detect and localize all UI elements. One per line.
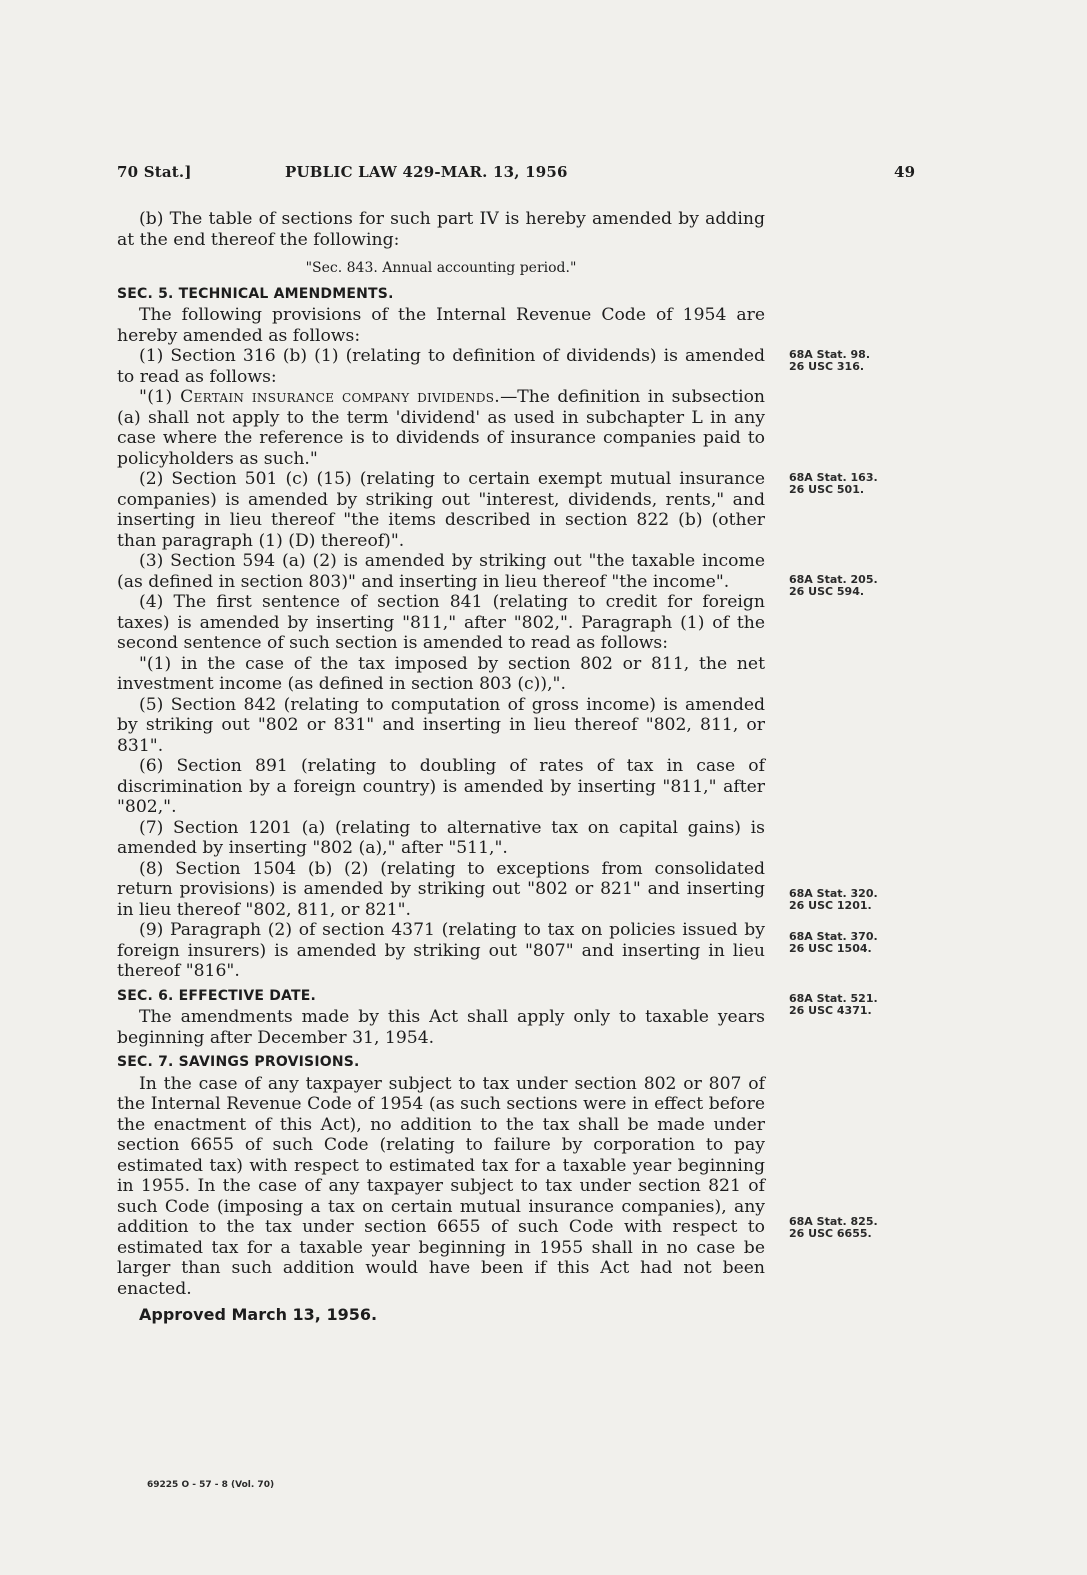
margin-citation bbox=[789, 931, 929, 955]
margin-citation bbox=[789, 349, 929, 373]
item-3: (3) Section 594 (a) (2) is amended by striking out "the taxable income (as defined in section 803)" and inserting in lieu thereof "the income". bbox=[117, 551, 765, 592]
usc-citation: 26 USC 1201. bbox=[789, 899, 872, 912]
margin-citation bbox=[789, 1216, 929, 1240]
usc-citation: 26 USC 4371. bbox=[789, 1004, 872, 1017]
margin-citation bbox=[789, 888, 929, 912]
usc-citation: 26 USC 316. bbox=[789, 360, 865, 373]
stat-citation: 68A Stat. 320. bbox=[789, 887, 878, 900]
item-1-quote-text: —The definition in subsection (a) shall not apply to the term 'dividend' as used in subchapter L in any case where the reference is to dividends of insurance companies paid to policyholders as such." bbox=[117, 387, 765, 469]
volume-citation: 70 Stat.] bbox=[117, 163, 192, 181]
item-4-quote: "(1) in the case of the tax imposed by section 802 or 811, the net investment income (as defined in section 803 (c)),". bbox=[117, 653, 765, 694]
item-2: (2) Section 501 (c) (15) (relating to certain exempt mutual insurance companies) is amended by striking out "interest, dividends, rents," and inserting in lieu thereof "the items described in section 822 (b) (other than paragraph (1) (D) thereof)". bbox=[117, 469, 765, 551]
usc-citation: 26 USC 501. bbox=[789, 483, 865, 496]
section-7-heading: SEC. 7. SAVINGS PROVISIONS. bbox=[117, 1054, 360, 1070]
item-6: (6) Section 891 (relating to doubling of rates of tax in case of discrimination by a foreign country) is amended by inserting "811," after "802,". bbox=[117, 756, 765, 817]
stat-citation: 68A Stat. 98. bbox=[789, 348, 871, 361]
item-4: (4) The first sentence of section 841 (relating to credit for foreign taxes) is amended by inserting "811," after "802,". Paragraph (1) of the second sentence of such section is amended to read as follows: bbox=[117, 592, 765, 653]
usc-citation: 26 USC 1504. bbox=[789, 942, 872, 955]
section-5-heading: SEC. 5. TECHNICAL AMENDMENTS. bbox=[117, 285, 394, 302]
usc-citation: 26 USC 6655. bbox=[789, 1227, 872, 1240]
section-5-intro: The following provisions of the Internal Revenue Code of 1954 are hereby amended as follows: bbox=[117, 305, 765, 346]
stat-citation: 68A Stat. 521. bbox=[789, 992, 878, 1005]
item-9: (9) Paragraph (2) of section 4371 (relating to tax on policies issued by foreign insurers) is amended by striking out "807" and inserting in lieu thereof "816". bbox=[117, 920, 765, 981]
item-5: (5) Section 842 (relating to computation of gross income) is amended by striking out "802 or 831" and inserting in lieu thereof "802, 811, or 831". bbox=[117, 694, 765, 756]
stat-citation: 68A Stat. 825. bbox=[789, 1215, 878, 1228]
page-number: 49 bbox=[894, 163, 916, 181]
item-1-quote bbox=[117, 387, 765, 469]
stat-citation: 68A Stat. 163. bbox=[789, 471, 878, 484]
item-1: (1) Section 316 (b) (1) (relating to definition of dividends) is amended to read as follows: bbox=[117, 346, 765, 387]
statute-body bbox=[117, 209, 765, 1326]
margin-citation bbox=[789, 472, 929, 496]
section-7-text: In the case of any taxpayer subject to tax under section 802 or 807 of the Internal Revenue Code of 1954 (as such sections were in effect before the enactment of this Act), no addition to the tax shall be made under section 6655 of such Code (relating to failure by corporation to pay estimated tax) with respect to estimated tax for a taxable year beginning in 1955. In the case of any taxpayer subject to tax under section 821 of such Code (imposing a tax on certain mutual insurance companies), any addition to the tax under section 6655 of such Code with respect to estimated tax for a taxable year beginning in 1955 shall in no case be larger than such addition would have been if this Act had not been enacted. bbox=[117, 1073, 765, 1299]
item-8: (8) Section 1504 (b) (2) (relating to exceptions from consolidated return provisions) is amended by striking out "802 or 821" and inserting in lieu thereof "802, 811, or 821". bbox=[117, 858, 765, 920]
stat-citation: 68A Stat. 370. bbox=[789, 930, 878, 943]
stat-citation: 68A Stat. 205. bbox=[789, 573, 878, 586]
section-843-entry: "Sec. 843. Annual accounting period." bbox=[305, 260, 577, 276]
approval-line: Approved March 13, 1956. bbox=[139, 1305, 378, 1324]
paragraph-b: (b) The table of sections for such part IV is hereby amended by adding at the end thereof the following: bbox=[117, 209, 765, 250]
item-1-quote-heading: "(1) Certain insurance company dividends. bbox=[139, 387, 501, 407]
running-title: PUBLIC LAW 429-MAR. 13, 1956 bbox=[285, 163, 568, 181]
item-7: (7) Section 1201 (a) (relating to alternative tax on capital gains) is amended by inserting "802 (a)," after "511,". bbox=[117, 817, 765, 858]
usc-citation: 26 USC 594. bbox=[789, 585, 865, 598]
print-footer: 69225 O - 57 - 8 (Vol. 70) bbox=[147, 1480, 275, 1490]
section-6-heading: SEC. 6. EFFECTIVE DATE. bbox=[117, 987, 317, 1004]
margin-citation bbox=[789, 993, 929, 1017]
section-6-text: The amendments made by this Act shall apply only to taxable years beginning after December 31, 1954. bbox=[117, 1007, 765, 1048]
margin-citation bbox=[789, 574, 929, 598]
